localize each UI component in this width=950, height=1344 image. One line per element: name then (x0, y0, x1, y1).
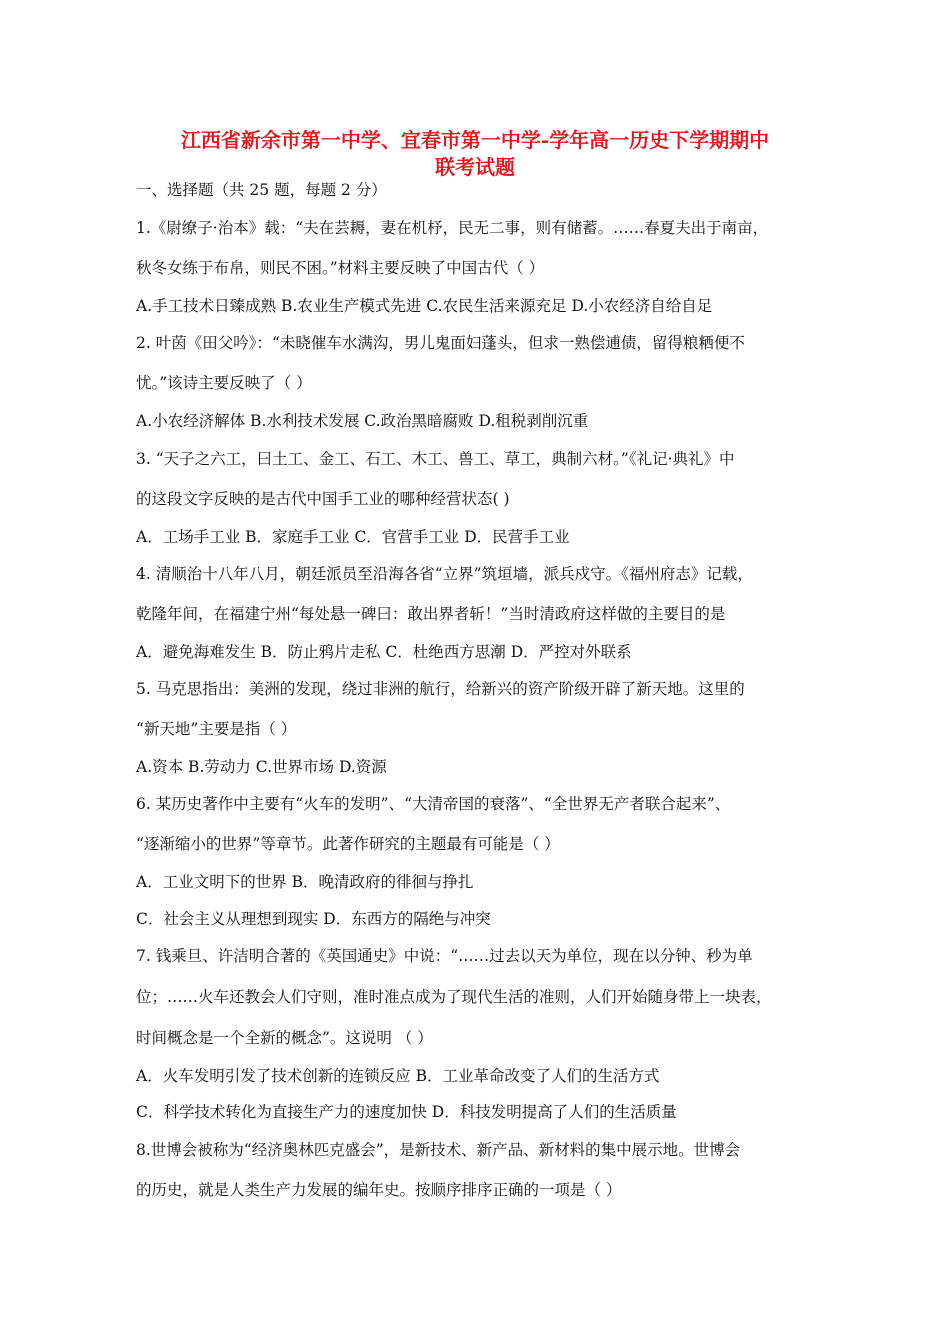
section-heading: 一、选择题（共 25 题，每题 2 分） (136, 181, 387, 199)
question-3-line-2: 的这段文字反映的是古代中国手工业的哪种经营状态( ) (136, 490, 510, 508)
document-title-line-2: 联考试题 (435, 155, 515, 179)
question-2-line-1: 2. 叶茵《田父吟》：“未晓催车水满沟，男儿鬼面妇蓬头，但求一熟偿逋债，留得粮粞便不 (136, 334, 745, 352)
question-1-line-2: 秋冬女练于布帛，则民不困。”材料主要反映了中国古代（ ） (136, 259, 545, 277)
question-8-line-2: 的历史，就是人类生产力发展的编年史。按顺序排序正确的一项是（ ） (136, 1181, 622, 1199)
question-7-line-3: 时间概念是一个全新的概念”。这说明 （ ） (136, 1029, 433, 1047)
question-8-line-1: 8.世博会被称为“经济奥林匹克盛会”，是新技术、新产品、新材料的集中展示地。世博会 (136, 1141, 741, 1159)
document-title-line-1: 江西省新余市第一中学、宜春市第一中学-学年高一历史下学期期中 (180, 128, 770, 152)
question-4-options: A．避免海难发生 B．防止鸦片走私 C．杜绝西方思潮 D．严控对外联系 (136, 643, 632, 661)
question-5-line-1: 5. 马克思指出：美洲的发现，绕过非洲的航行，给新兴的资产阶级开辟了新天地。这里的 (136, 680, 745, 698)
question-5-line-2: “新天地”主要是指（ ） (136, 720, 297, 738)
question-7-options-2: C．科学技术转化为直接生产力的速度加快 D．科技发明提高了人们的生活质量 (136, 1103, 677, 1121)
question-7-line-1: 7. 钱乘旦、许洁明合著的《英国通史》中说：“……过去以天为单位，现在以分钟、秒为单 (136, 947, 753, 965)
question-1-options: A.手工技术日臻成熟 B.农业生产模式先进 C.农民生活来源充足 D.小农经济自给自足 (136, 297, 713, 315)
question-1-line-1: 1.《尉缭子·治本》载：“夫在芸耨，妻在机杼，民无二事，则有储蓄。……春夏夫出于南亩， (136, 219, 769, 237)
question-6-line-1: 6. 某历史著作中主要有“火车的发明”、“大清帝国的衰落”、“全世界无产者联合起来”、 (136, 795, 731, 813)
question-6-line-2: “逐渐缩小的世界”等章节。此著作研究的主题最有可能是（ ） (136, 835, 560, 853)
question-4-line-1: 4. 清顺治十八年八月，朝廷派员至沿海各省“立界”筑垣墙，派兵戍守。《福州府志》记载， (136, 565, 753, 583)
question-3-options: A．工场手工业 B．家庭手工业 C．官营手工业 D．民营手工业 (136, 528, 570, 546)
question-7-options-1: A．火车发明引发了技术创新的连锁反应 B．工业革命改变了人们的生活方式 (136, 1067, 660, 1085)
question-2-line-2: 忧。”该诗主要反映了（ ） (136, 374, 312, 392)
question-4-line-2: 乾隆年间，在福建宁州“每处悬一碑曰：敢出界者斩！”当时清政府这样做的主要目的是 (136, 605, 726, 623)
question-6-options-2: C．社会主义从理想到现实 D．东西方的隔绝与冲突 (136, 910, 491, 928)
question-6-options-1: A．工业文明下的世界 B．晚清政府的徘徊与挣扎 (136, 873, 474, 891)
question-5-options: A.资本 B.劳动力 C.世界市场 D.资源 (136, 758, 387, 776)
question-3-line-1: 3. “天子之六工，曰土工、金工、石工、木工、兽工、草工，典制六材。”《礼记·典礼》中 (136, 450, 735, 468)
question-2-options: A.小农经济解体 B.水利技术发展 C.政治黑暗腐败 D.租税剥削沉重 (136, 412, 589, 430)
question-7-line-2: 位；……火车还教会人们守则，准时准点成为了现代生活的准则，人们开始随身带上一块表， (136, 988, 772, 1006)
